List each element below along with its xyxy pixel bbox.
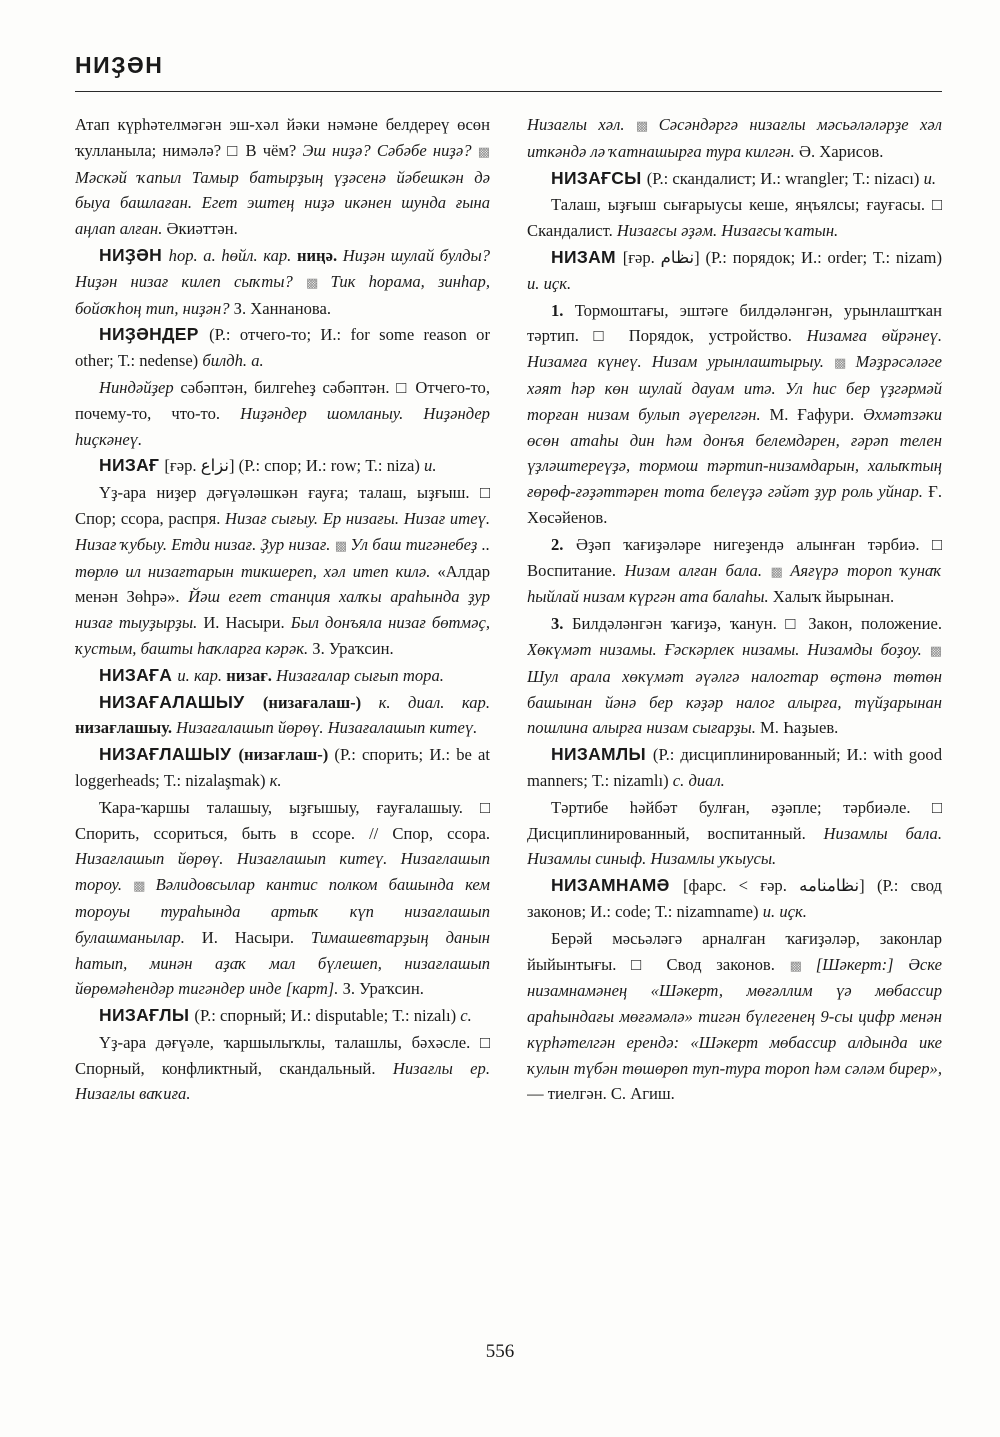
text: (Р.: спорный; И.: disputable; Т.: nizalı) xyxy=(194,1006,461,1026)
dictionary-entry xyxy=(75,453,490,479)
italic-text: с. диал. xyxy=(672,770,725,790)
text: М. Ғафури. xyxy=(769,404,864,424)
running-head: НИҘӘН xyxy=(75,52,164,78)
italic-text: билдһ. а. xyxy=(202,351,264,371)
italic-text: Низағсы әҙәм. Низағсы ҡатын. xyxy=(616,221,839,241)
italic-text: к. xyxy=(269,770,282,790)
italic-text: с. xyxy=(460,1006,472,1026)
text: [ғәр. نزاع] (Р.: спор; И.: row; Т.: niza) xyxy=(164,456,425,476)
entry-paragraph xyxy=(527,112,942,165)
italic-text: Низағлашып йөрөү. Низағлашып китеү. Низағлашып тороу. xyxy=(75,849,490,895)
dictionary-entry xyxy=(75,742,490,794)
italic-text: Низағалашып йөрөү. Низағалашып китеү. xyxy=(176,718,478,738)
italic-text: Хөкүмәт низамы. Ғәскәрлек низамы. Низамды боҙоу. xyxy=(527,639,930,659)
citation-marker: ▩ xyxy=(929,642,942,658)
text: Халыҡ йырынан. xyxy=(772,587,895,607)
italic-text: Низам алған бала. xyxy=(624,560,771,580)
dictionary-entry xyxy=(75,690,490,742)
italic-text: Был донъяла низағ бөтмәҫ, ҡустым, башты һаҡларға кәрәк. xyxy=(75,613,490,658)
italic-text: Вәлидовсылар кантис полком башында кем тороуы тураһында артыҡ күп низағлашып булашманылар. xyxy=(75,875,490,947)
headword: НИҘӘНДЕР xyxy=(99,324,210,345)
entry-paragraph xyxy=(527,926,942,1108)
bold-text: (низағалаш-) xyxy=(262,692,379,712)
text: (Р.: дисциплинированный; И.: with good manners; Т.: nizamlı) xyxy=(527,745,942,790)
text: [фарс. < ғәр. نظامنامه] (Р.: свод законов; И.: code; Т.: nizamname) xyxy=(527,876,942,921)
headword: НИЗАҒ xyxy=(99,455,165,476)
bold-text: ниңә. xyxy=(296,245,343,265)
italic-text: Ниҙәндер шомланыу. Ниҙәндер һиҫкәнеү. xyxy=(75,403,490,449)
text: И. Насыри. xyxy=(203,613,291,633)
left-column xyxy=(75,112,490,1338)
text: Ә. Харисов. xyxy=(798,141,884,161)
entry-paragraph xyxy=(75,112,490,242)
text: «Алдар менән Зөһрә». xyxy=(75,561,490,607)
header-rule xyxy=(75,91,942,92)
italic-text: [Шәкерт:] Әске низамнамәнең «Шәкерт, мөғәллим үә мөбассир араһындағы мөғәмәлә» тигән бүлегенең 9-сы цифр менән күрһәтелгән ерендә: «Шәкерт мөбассир алдында ике ҡулын түбән төшөрөп туп-тура тороп һәм сәләм бирер», xyxy=(527,954,942,1078)
headword: НИЗАҒА xyxy=(99,664,178,685)
entry-paragraph xyxy=(527,192,942,244)
citation-marker: ▩ xyxy=(833,355,856,371)
italic-text: Ниҙән шулай булды? Ниҙән низағ килеп сыҡты? xyxy=(75,245,490,291)
headword: НИЗАҒЛАШЫУ xyxy=(99,744,239,765)
bold-text: 3. xyxy=(551,614,572,634)
citation-marker: ▩ xyxy=(334,537,351,553)
italic-text: Низамлы бала. Низамлы синыф. Низамлы уҡыусы. xyxy=(527,823,942,869)
bold-text: низағ. xyxy=(226,665,277,685)
dictionary-entry xyxy=(527,166,942,192)
entry-paragraph xyxy=(527,795,942,872)
dictionary-entry xyxy=(75,243,490,321)
italic-text: Низағлы ер. Низағлы ваҡиға. xyxy=(75,1058,490,1104)
italic-text: Низағлы хәл. xyxy=(527,115,636,134)
text: (Р.: спорить; И.: be at loggerheads; Т.: nizalaşmak) xyxy=(75,745,490,790)
dictionary-entry xyxy=(75,322,490,374)
entry-paragraph xyxy=(75,1030,490,1107)
text: Тәртибе һәйбәт булған, әҙәпле; тәрбиәле. □ Дисциплинированный, воспитанный. xyxy=(527,797,942,843)
italic-text: Аяғүрә тороп ҡунаҡ һыйлай низам күргән ата балаһы. xyxy=(527,560,942,607)
dictionary-entry xyxy=(527,873,942,925)
text: Ғ. Хөсәйенов. xyxy=(527,482,942,527)
headword: НИЗАМНАМӘ xyxy=(551,875,683,896)
bold-text: 2. xyxy=(551,534,576,554)
page-number: 556 xyxy=(485,1341,515,1362)
citation-marker: ▩ xyxy=(133,878,156,894)
text: Атап күрһәтелмәгән эш-хәл йәки нәмәне белдереү өсөн ҡулланыла; нимәлә? xyxy=(75,115,490,160)
text: □ В чём? xyxy=(227,140,303,160)
italic-text: Әхмәтзәки өсөн атаһы дин һәм донъя белемдәрен, ғәрәп телен үҙләштереүҙә, тормош тәртип-низамдарын, халыҡтың ғөрөф-ғәҙәттәрен тота белеүҙә гәйәт ҙур роль уйнар. xyxy=(527,404,942,502)
italic-text: и. иҫк. xyxy=(527,273,572,293)
headword: НИЗАҒСЫ xyxy=(551,167,647,188)
text: Ҡара-ҡаршы талашыу, ыҙғышыу, ғауғалашыу. □ Спорить, ссориться, быть в ссоре. // Спор, ссора. xyxy=(75,797,490,843)
right-column xyxy=(527,112,942,1338)
bold-text: 1. xyxy=(551,300,575,320)
headword: НИЗАҒЛЫ xyxy=(99,1005,195,1026)
entry-paragraph xyxy=(527,298,942,531)
text: Талаш, ыҙғыш сығарыусы кеше, яңъялсы; ғауғасы. □ Скандалист. xyxy=(527,195,942,241)
entry-paragraph xyxy=(527,532,942,610)
text: (Р.: скандалист; И.: wrangler; Т.: nizacı) xyxy=(646,168,924,188)
entry-paragraph xyxy=(527,611,942,741)
text: сәбәптән, билгеһеҙ сәбәптән. □ Отчего-то, почему-то, что-то. xyxy=(75,377,490,423)
text: Әкиәттән. xyxy=(166,219,238,239)
italic-text: Мәҙрәсәләге хәят һәр көн шулай дауам итә. Ул һис бер үҙгәрмәй торған низам булып әүерелгән. xyxy=(527,352,942,424)
text: Үҙ-ара дәғүәле, ҡаршылыҡлы, талашлы, бәхәсле. □ Спорный, конфликтный, скандальный. xyxy=(75,1032,490,1078)
italic-text: Низағалар сығып тора. xyxy=(276,665,444,685)
italic-text: и. xyxy=(424,456,437,476)
text: З. Ураҡсин. xyxy=(312,638,394,658)
text: Үҙ-ара ниҙер дәғүәләшкән ғауға; талаш, ыҙғыш. □ Спор; ссора, распря. xyxy=(75,483,490,528)
citation-marker: ▩ xyxy=(305,274,331,290)
text: Билдәләнгән ҡағиҙә, ҡанун. □ Закон, положение. xyxy=(571,614,942,634)
italic-text: Мәскәй ҡапыл Тамыр батырҙың үҙәсенә йәбешкән дә быуа башлаған. Егет эштең ниҙә икәнен шунда ғына аңлап алған. xyxy=(75,167,490,239)
italic-text: Тимашевтарҙың данын һатып, минән аҙаҡ мал бүлешеп, низағлашып йөрөмәһендәр тигәндер инде [карт]. xyxy=(75,927,490,999)
entry-paragraph xyxy=(75,480,490,662)
text: [ғәр. نظام] (Р.: порядок; И.: order; Т.: nizam) xyxy=(622,247,942,267)
bold-text: низағлашыу. xyxy=(75,718,177,738)
headword: НИЗАҒАЛАШЫУ xyxy=(99,691,263,712)
citation-marker: ▩ xyxy=(789,957,816,973)
text: — тиелгән. С. Агиш. xyxy=(527,1084,675,1104)
text: И. Насыри. xyxy=(201,927,311,947)
italic-text: и. кар. xyxy=(177,665,227,685)
text: (Р.: отчего-то; И.: for some reason or other; Т.: nedense) xyxy=(75,325,490,371)
italic-text: Низағ сығыу. Ер низағы. Низағ итеү. Низағ ҡубыу. Етди низағ. Ҙур низағ. xyxy=(75,508,490,554)
italic-text: Низамға өйрәнеү. Низамға күнеү. Низам урынлаштырыу. xyxy=(527,326,942,372)
italic-text: Ниндәйҙер xyxy=(99,377,181,397)
citation-marker: ▩ xyxy=(770,563,791,579)
entry-paragraph xyxy=(75,375,490,452)
dictionary-entry xyxy=(75,1003,490,1029)
dictionary-entry xyxy=(75,663,490,689)
italic-text: Шул арала хөкүмәт әүәлгә налогтар өҫтөнә төтөн башынан йәнә бер кәҙәр налог алырға, түйҙарынан пошлина алырға низам сығарҙы. xyxy=(527,666,942,738)
text: Әҙәп ҡағиҙәләре нигеҙендә алынған тәрбиә. □ Воспитание. xyxy=(527,534,942,580)
italic-text: һор. а. һөйл. кар. xyxy=(168,245,297,265)
text: Тормоштағы, эштәге билдәләнгән, урынлаштҡан тәртип. □ Порядок, устройство. xyxy=(527,300,942,346)
italic-text: Ул баш тигәнебеҙ .. төрлө ил низағтарын тикшереп, хәл итеп килә. xyxy=(75,534,490,581)
italic-text: Йәш егет станция халҡы араһында ҙур низағ тыуҙырҙы. xyxy=(75,587,490,633)
dictionary-entry xyxy=(527,742,942,794)
dictionary-entry xyxy=(527,245,942,297)
citation-marker: ▩ xyxy=(635,118,659,133)
bold-text: (низағлаш-) xyxy=(238,745,335,765)
headword: НИҘӘН xyxy=(99,244,169,265)
headword: НИЗАМЛЫ xyxy=(551,744,653,765)
italic-text: Эш ниҙә? Сәбәбе ниҙә? xyxy=(302,140,478,160)
entry-paragraph xyxy=(75,795,490,1002)
italic-text: Тик һорама, зинһар, бойоҡһоң тип, ниҙән? xyxy=(75,271,490,318)
headword: НИЗАМ xyxy=(551,246,623,267)
text: М. Һаҙыев. xyxy=(760,718,839,738)
citation-marker: ▩ xyxy=(477,143,490,159)
text: З. Ураҡсин. xyxy=(342,979,424,999)
italic-text: Сәсәндәргә низағлы мәсьәләләрҙе хәл иткәндә лә ҡатнашырға тура килгән. xyxy=(527,115,942,161)
text: Берәй мәсьәләгә арналған ҡағиҙәләр, законлар йыйынтығы. □ Свод законов. xyxy=(527,928,942,974)
italic-text: и. иҫк. xyxy=(762,901,807,921)
italic-text: и. xyxy=(923,168,937,188)
text: З. Ханнанова. xyxy=(233,298,332,318)
italic-text: к. диал. кар. xyxy=(378,692,490,712)
